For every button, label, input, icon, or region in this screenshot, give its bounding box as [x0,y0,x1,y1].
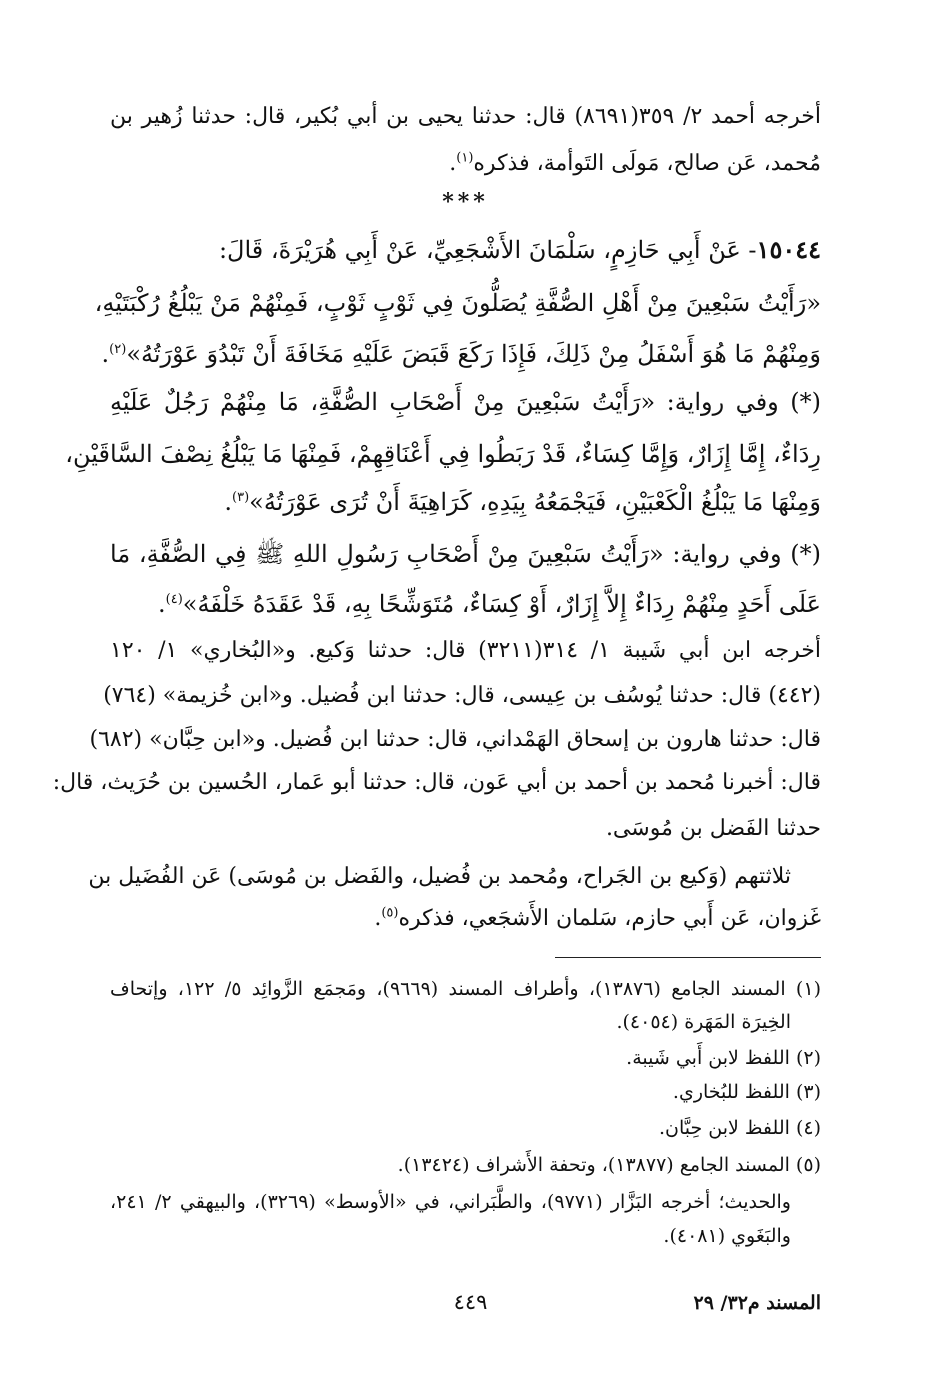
footnote-1: (١) المسند الجامع (١٣٨٧٦)، وأطراف المسند (٩٦٦٩)، ومَجمَع الزَّوائِد ٥/ ١٢٢، وإتحاف [110,978,821,1000]
footnote-5-cont: والبَغَوي (٤٠٨١). [663,1225,791,1247]
chain-line: غَزوان، عَن أَبي حازم، سَلمان الأَشجَعي، فذكره$^{(٥)}$. [374,905,821,931]
text-line: مُحمد، عَن صالح، مَولَى التَوأمة، فذكره$^{(١)}$. [449,150,821,176]
riwaya-line: رِدَاءٌ، إِمَّا إِزَارٌ، وَإِمَّا كِسَاءٌ، قَدْ رَبَطُوا فِي أَعْنَاقِهِمْ، فَمِنْهَا مَا يَبْلُغُ نِصْفَ السَّاقَيْنِ، [65,440,821,468]
riwaya-line: (*) وفي رواية: «رَأَيْتُ سَبْعِينَ مِنْ أَصْحَابِ الصُّفَّةِ، مَا مِنْهُمْ رَجُلٌ عَلَيْهِ [110,388,821,416]
footnote-5-cont: والحديث؛ أخرجه البَزَّار (٩٧٧١)، والطَّبَراني، في «الأوسط» (٣٢٦٩)، والبيهقي ٢/ ٢٤١، [110,1191,791,1213]
footnote-ref[interactable]: (١) [456,150,474,166]
footnote-divider [555,957,821,958]
footnote-5: (٥) المسند الجامع (١٣٨٧٧)، وتحفة الأَشراف (١٣٤٢٤). [397,1154,821,1176]
hadith-number: ١٥٠٤٤ [756,235,821,264]
signature-mark: المسند م٣٢/ ٢٩ [693,1292,821,1314]
riwaya-line: وَمِنْهَا مَا يَبْلُغُ الْكَعْبَيْنِ، فَيَجْمَعُهُ بِيَدِهِ، كَرَاهِيَةَ أَنْ تُرَى عَوْرَتُهُ»$^{(٣)}$. [224,488,821,516]
chain-line: ثلاثتهم (وَكيع بن الجَراح، ومُحمد بن فُضيل، والفَضل بن مُوسَى) عَن الفُضَيل بن [88,864,791,889]
hadith-heading: ١٥٠٤٤- عَنْ أَبِي حَازِمٍ، سَلْمَانَ الأَشْجَعِيِّ، عَنْ أَبِي هُرَيْرَةَ، قَالَ: [218,235,821,264]
section-separator: *** [442,189,489,215]
takhrij-line: قال: أخبرنا مُحمد بن أحمد بن أبي عَون، قال: حدثنا أبو عَمار، الحُسين بن حُرَيث، قال: [52,770,821,795]
footnote-ref[interactable]: (٥) [381,905,399,921]
footnote-ref[interactable]: (٤) [165,592,183,607]
page-number: ٤٤٩ [453,1290,488,1314]
takhrij-line: (٤٤٢) قال: حدثنا يُوسُف بن عِيسى، قال: حدثنا ابن فُضيل. و«ابن خُزيمة» (٧٦٤) [103,683,821,708]
text-line: أخرجه أحمد ٢/ ٣٥٩(٨٦٩١) قال: حدثنا يحيى بن أبي بُكير، قال: حدثنا زُهير بن [110,104,821,129]
footnote-1-cont: الخِيرَة المَهَرة (٤٠٥٤). [616,1011,791,1033]
hadith-line: وَمِنْهُمْ مَا هُوَ أَسْفَلُ مِنْ ذَلِكَ، فَإِذَا رَكَعَ قَبَضَ عَلَيْهِ مَخَافَةَ أَنْ تَبْدُوَ عَوْرَتُهُ»$^{(٢)}$. [101,340,821,368]
riwaya-line: عَلَى أَحَدٍ مِنْهُمْ رِدَاءٌ إِلاَّ إِزَارٌ، أَوْ كِسَاءٌ، مُتَوَشِّحًا بِهِ، قَدْ عَقَدَهُ خَلْفَهُ»$^{(٤)}$. [158,590,821,618]
footnote-ref[interactable]: (٣) [232,490,250,505]
footnote-2: (٢) اللفظ لابن أَبي شَيبة. [626,1047,821,1069]
footnote-4: (٤) اللفظ لابن حِبَّان. [658,1117,821,1139]
hadith-line: «رَأَيْتُ سَبْعِينَ مِنْ أَهْلِ الصُّفَّةِ يُصَلُّونَ فِي ثَوْبٍ ثَوْبٍ، فَمِنْهُمْ مَنْ يَبْلُغُ رُكْبَتَيْهِ، [94,289,821,317]
takhrij-line: قال: حدثنا هارون بن إسحاق الهَمْداني، قال: حدثنا ابن فُضيل. و«ابن حِبَّان» (٦٨٢) [89,727,821,752]
takhrij-line: حدثنا الفَضل بن مُوسَى. [605,816,821,841]
footnote-3: (٣) اللفظ للبُخاري. [672,1081,821,1103]
footnote-ref[interactable]: (٢) [109,342,127,357]
takhrij-line: أخرجه ابن أبي شَيبة ١/ ٣١٤(٣٢١١) قال: حدثنا وَكيع. و«البُخاري» ١/ ١٢٠ [110,638,822,663]
riwaya-line: (*) وفي رواية: «رَأَيْتُ سَبْعِينَ مِنْ أَصْحَابِ رَسُولِ اللهِ ﷺ فِي الصُّفَّةِ، مَا [110,540,821,568]
